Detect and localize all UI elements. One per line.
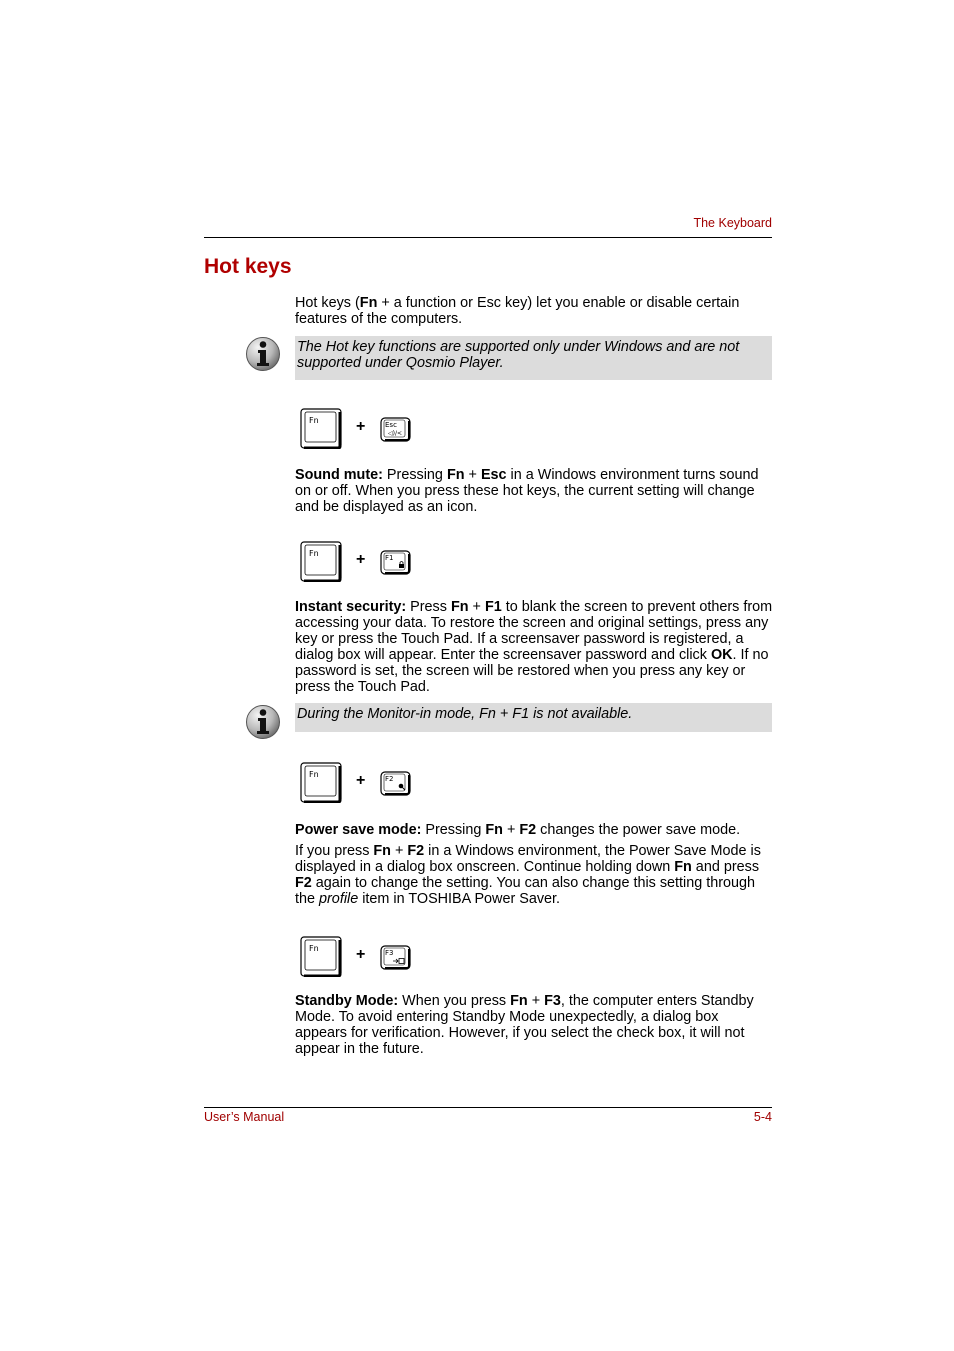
- hotkey-fn-esc: [300, 408, 420, 452]
- header-rule: [204, 237, 772, 238]
- f3-key-label: F3: [385, 949, 394, 957]
- hotkey-fn-f3: [300, 936, 420, 980]
- fn-key-icon: [300, 541, 342, 582]
- plus-sign: +: [356, 946, 366, 963]
- running-header: The Keyboard: [693, 216, 772, 230]
- info-icon: [245, 704, 281, 740]
- fn-key-label: Fn: [309, 770, 319, 779]
- fn-key-icon: [300, 936, 342, 977]
- svg-text:◁)/<: ◁)/<: [388, 430, 403, 437]
- standby-paragraph: Standby Mode: When you press Fn + F3, the computer enters Standby Mode. To avoid entering Standby Mode unexpectedly, a dialog box appears for verification. However, if you select the check box, it will not appear in the future.: [295, 993, 754, 1057]
- plus-sign: +: [356, 772, 366, 789]
- note-box: [295, 703, 772, 732]
- intro-paragraph: Hot keys (Fn + a function or Esc key) let you enable or disable certain features of the computers.: [295, 295, 740, 327]
- hotkey-fn-f1: [300, 541, 420, 585]
- power-save-paragraph: Power save mode: Pressing Fn + F2 changes the power save mode.: [295, 822, 741, 838]
- fn-key-icon: [300, 408, 342, 449]
- page-title: Hot keys: [204, 255, 292, 278]
- note-text: During the Monitor-in mode, Fn + F1 is not available.: [297, 706, 633, 722]
- esc-key-icon: [380, 417, 411, 442]
- sound-mute-paragraph: Sound mute: Pressing Fn + Esc in a Windows environment turns sound on or off. When you press these hot keys, the current setting will change and be displayed as an icon.: [295, 467, 759, 515]
- fn-key-label: Fn: [309, 944, 319, 953]
- footer-rule: [204, 1107, 772, 1108]
- plus-sign: +: [356, 418, 366, 435]
- page-number: 5-4: [753, 1110, 772, 1124]
- note-box: [295, 336, 772, 380]
- footer-manual-title: User’s Manual: [204, 1110, 285, 1124]
- info-icon: [245, 336, 281, 372]
- power-save-detail-paragraph: If you press Fn + F2 in a Windows environment, the Power Save Mode is displayed in a dialog box onscreen. Continue holding down Fn and press F2 again to change the setting. You can also change this setting through the profile item in TOSHIBA Power Saver.: [295, 843, 761, 907]
- f2-key-icon: [380, 771, 411, 796]
- note-text: The Hot key functions are supported only under Windows and are not supported under Qosmio Player.: [297, 339, 740, 371]
- esc-key-label: Esc: [385, 421, 397, 429]
- f3-key-icon: [380, 945, 411, 970]
- f2-key-label: F2: [385, 775, 394, 783]
- hotkey-fn-f2: [300, 762, 420, 806]
- instant-security-paragraph: Instant security: Press Fn + F1 to blank the screen to prevent others from accessing your data. To restore the screen and original settings, press any key or press the Touch Pad. If a screensaver password is registered, a dialog box will appear. Enter the screensaver password and click OK. If no password is set, the screen will be restored when you press any key or press the Touch Pad.: [295, 599, 773, 695]
- plus-sign: +: [356, 551, 366, 568]
- f1-key-label: F1: [385, 554, 394, 562]
- fn-key-label: Fn: [309, 549, 319, 558]
- fn-key-label: Fn: [309, 416, 319, 425]
- fn-key-icon: [300, 762, 342, 803]
- f1-key-icon: [380, 550, 411, 575]
